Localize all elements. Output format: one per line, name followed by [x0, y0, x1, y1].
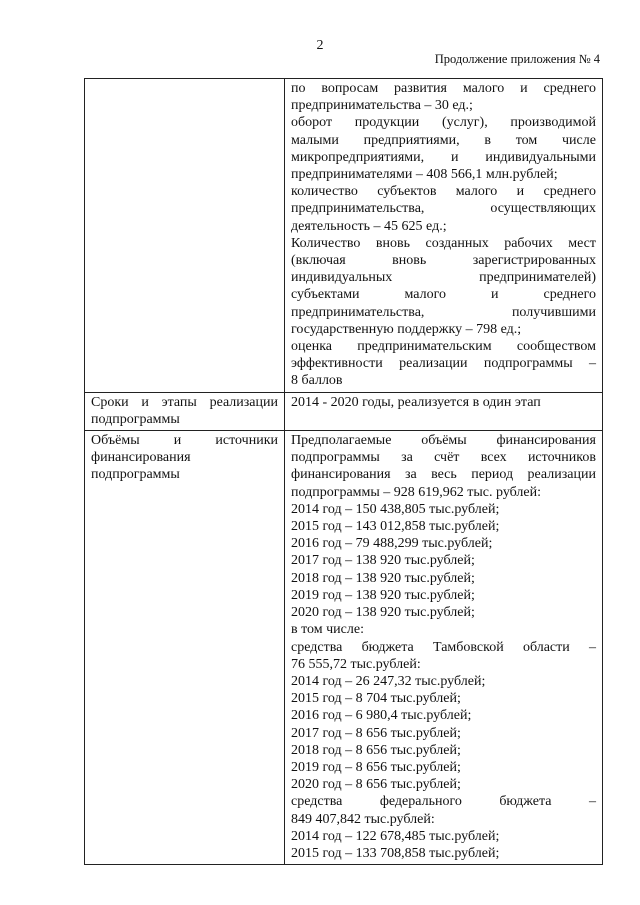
text-line [291, 639, 596, 656]
text-word: вновь [375, 235, 410, 251]
text-word: развития [394, 81, 447, 96]
table-cell-right [285, 79, 603, 393]
text-word: осуществляющих [490, 201, 596, 217]
text-word: вопросам [321, 81, 379, 96]
text-word: индивидуальных [291, 270, 393, 286]
text-line: 2019 год – 8 656 тыс.рублей; [291, 759, 461, 775]
text-word: предпринимательства, [291, 304, 425, 320]
text-line [291, 286, 596, 303]
text-word: источников [527, 450, 596, 466]
text-word: объёмы [421, 433, 467, 449]
text-line [291, 114, 596, 131]
text-word: и [491, 287, 499, 303]
text-word: и [451, 149, 459, 165]
text-word: области [522, 639, 570, 655]
text-line: государственную поддержку – 798 ед.; [291, 321, 522, 337]
text-word: (услуг), [441, 115, 488, 131]
text-word: бюджета [499, 794, 552, 810]
text-word: средства [291, 639, 343, 655]
text-line [291, 80, 596, 97]
text-line: предпринимательства – 30 ед.; [291, 98, 473, 114]
text-line: предпринимателями – 408 566,1 млн.рублей; [291, 167, 558, 183]
text-line [291, 793, 596, 810]
text-line [91, 394, 278, 411]
text-line [291, 235, 596, 252]
text-word: предпринимателей) [479, 270, 596, 286]
text-word: по [291, 81, 306, 96]
text-line [291, 449, 596, 466]
text-line: 2014 год – 150 438,805 тыс.рублей; [291, 501, 500, 517]
text-line [291, 338, 596, 355]
text-line: подпрограммы – 928 619,962 тыс. рублей: [291, 484, 542, 500]
text-word: мест [568, 235, 596, 251]
table-row [85, 431, 603, 865]
text-line: 2015 год – 133 708,858 тыс.рублей; [291, 845, 500, 861]
text-word: оборот [291, 115, 333, 131]
appendix-continuation-note: Продолжение приложения № 4 [434, 52, 600, 66]
text-word: счёт [434, 450, 460, 466]
text-word: производимой [510, 115, 596, 131]
text-word: период [471, 467, 514, 483]
text-word: средства [291, 794, 343, 810]
text-word: зарегистрированных [472, 253, 596, 269]
text-word: предприятиями, [363, 132, 460, 148]
table-row [85, 79, 603, 393]
text-word: – [588, 639, 596, 655]
text-line: 2014 - 2020 годы, реализуется в один этап [291, 394, 541, 410]
text-word: субъектами [291, 287, 360, 303]
text-word: Количество [291, 235, 361, 251]
text-line: 2014 год – 26 247,32 тыс.рублей; [291, 673, 486, 689]
page-number: 2 [316, 38, 324, 53]
text-word: Тамбовской [432, 639, 504, 655]
text-word: индивидуальными [485, 149, 596, 165]
text-line: 76 555,72 тыс.рублей: [291, 656, 421, 672]
text-line: подпрограммы [91, 411, 180, 427]
text-line: 2017 год – 8 656 тыс.рублей; [291, 725, 461, 741]
text-line: 2016 год – 79 488,299 тыс.рублей; [291, 536, 493, 552]
text-word: (включая [291, 253, 346, 269]
text-line: 2020 год – 8 656 тыс.рублей; [291, 777, 461, 793]
table-cell-right [285, 392, 603, 430]
text-line: в том числе: [291, 622, 364, 638]
text-word: предпринимательства, [291, 201, 425, 217]
text-line [291, 183, 596, 200]
table-cell-left [85, 431, 285, 865]
text-word: среднего [543, 287, 596, 303]
text-word: получившими [511, 304, 596, 320]
text-word: том [515, 132, 538, 148]
text-word: весь [431, 467, 457, 483]
text-word: малого [404, 287, 447, 303]
text-line: 2020 год – 138 920 тыс.рублей; [291, 605, 475, 621]
text-line [291, 432, 596, 449]
text-word: микропредприятиями, [291, 149, 425, 165]
text-word: реализации [209, 394, 278, 410]
text-line: 2018 год – 8 656 тыс.рублей; [291, 742, 461, 758]
text-line [291, 304, 596, 321]
text-word: вновь [392, 253, 427, 269]
text-line [291, 149, 596, 166]
text-word: среднего [543, 184, 596, 200]
passport-table-body [85, 79, 603, 865]
text-word: – [588, 356, 596, 372]
text-word: и [141, 394, 149, 410]
text-line [291, 269, 596, 286]
text-line: 2017 год – 138 920 тыс.рублей; [291, 553, 475, 569]
text-word: предпринимательским [357, 339, 492, 355]
text-word: федерального [379, 794, 462, 810]
text-word: реализации [399, 356, 468, 372]
text-word: подпрограммы [483, 356, 573, 372]
text-word: и [520, 81, 528, 96]
text-word: бюджета [361, 639, 414, 655]
text-word: финансирования [291, 467, 391, 483]
text-line: 2014 год – 122 678,485 тыс.рублей; [291, 828, 500, 844]
table-cell-left [85, 392, 285, 430]
text-line: финансирования [91, 450, 191, 466]
text-word: оценка [291, 339, 333, 355]
text-word: субъектов [377, 184, 437, 200]
text-word: продукции [354, 115, 420, 131]
text-word: малого [462, 81, 505, 96]
text-word: эффективности [291, 356, 383, 372]
text-line: 849 407,842 тыс.рублей: [291, 811, 435, 827]
text-word: сообществом [516, 339, 596, 355]
text-word: за [404, 467, 417, 483]
text-word: реализации [527, 467, 596, 483]
text-line: подпрограммы [91, 467, 180, 483]
text-word: финансирования [496, 433, 596, 449]
text-line [291, 200, 596, 217]
text-line: деятельность – 45 625 ед.; [291, 218, 447, 234]
text-line [291, 132, 596, 149]
text-word: за [401, 450, 413, 466]
text-word: подпрограммы [291, 450, 380, 466]
text-line [91, 432, 278, 449]
text-word: Объёмы [91, 433, 140, 449]
text-word: рабочих [504, 235, 553, 251]
text-word: Сроки [91, 394, 129, 410]
text-line: 2018 год – 138 920 тыс.рублей; [291, 570, 475, 586]
passport-table [84, 78, 603, 865]
text-word: Предполагаемые [291, 433, 392, 449]
text-word: этапы [161, 394, 197, 410]
text-word: и [516, 184, 525, 200]
text-word: и [173, 433, 182, 449]
text-word: источники [215, 433, 278, 449]
text-line [291, 355, 596, 372]
text-word: количество [291, 184, 358, 200]
text-word: в [484, 132, 491, 148]
table-cell-right [285, 431, 603, 865]
text-word: среднего [543, 81, 596, 96]
table-cell-left [85, 79, 285, 393]
text-line [291, 252, 596, 269]
text-line [291, 466, 596, 483]
text-line: 2015 год – 8 704 тыс.рублей; [291, 691, 461, 707]
text-word: созданных [425, 235, 489, 251]
text-word: малого [455, 184, 498, 200]
table-row [85, 392, 603, 430]
text-word: – [588, 794, 596, 810]
text-word: малыми [291, 132, 339, 148]
text-line: 2015 год – 143 012,858 тыс.рублей; [291, 519, 500, 535]
text-word: всех [480, 450, 507, 466]
text-line: 8 баллов [291, 373, 343, 389]
text-line: 2016 год – 6 980,4 тыс.рублей; [291, 708, 472, 724]
text-line: 2019 год – 138 920 тыс.рублей; [291, 587, 475, 603]
text-word: числе [562, 132, 596, 148]
